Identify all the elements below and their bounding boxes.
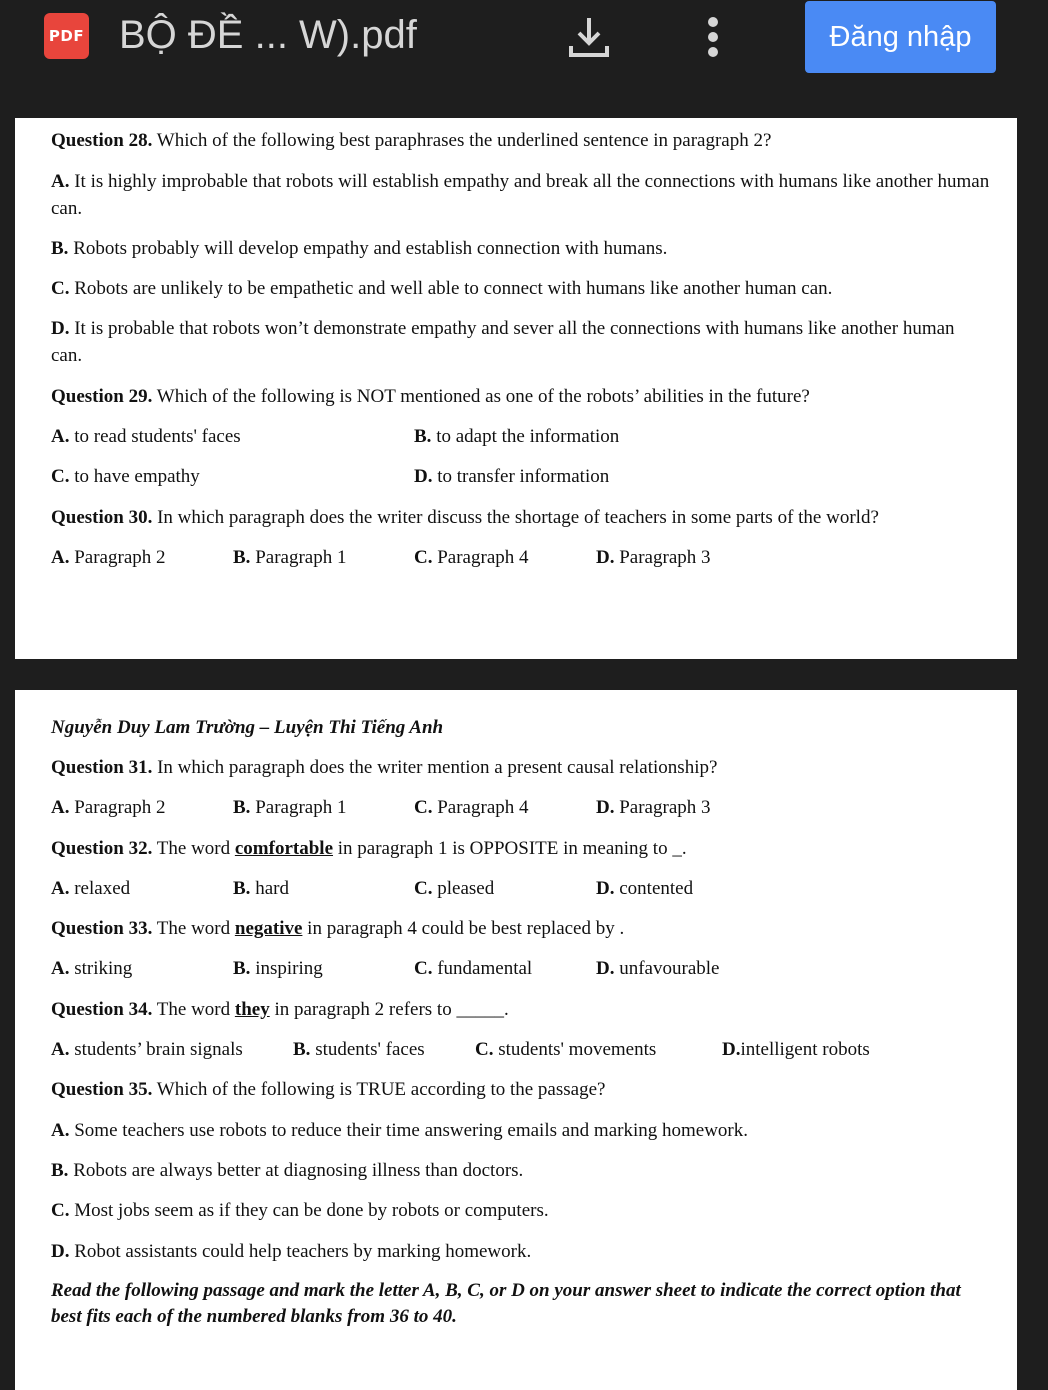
option-text: It is probable that robots won’t demonstrate empathy and sever all the connections with humans like another human can. (51, 318, 955, 366)
q30-option-c (414, 544, 529, 571)
q34-options (51, 1036, 1017, 1063)
q31-option-b (233, 794, 346, 821)
option-text: to read students' faces (74, 426, 241, 447)
q29-options-row-1 (51, 423, 1017, 450)
question-stem: The word (156, 838, 231, 859)
question-stem: in paragraph 2 refers to _____. (274, 999, 509, 1020)
question-32 (51, 835, 991, 862)
login-button[interactable]: Đăng nhập (805, 1, 996, 73)
option-text: students’ brain signals (74, 1039, 243, 1060)
q31-option-d (596, 794, 711, 821)
q32-option-c (414, 875, 494, 902)
q35-option-b (51, 1157, 991, 1184)
option-text: Robots are always better at diagnosing illness than doctors. (73, 1160, 524, 1181)
option-letter: A. (51, 958, 70, 979)
option-letter: C. (475, 1039, 494, 1060)
q29-options-row-2 (51, 463, 1017, 490)
option-letter: D. (596, 958, 615, 979)
option-letter: A. (51, 426, 70, 447)
question-number: Question 30. (51, 507, 153, 528)
question-stem: in paragraph 1 is OPPOSITE in meaning to _. (337, 838, 687, 859)
q32-option-d (596, 875, 693, 902)
q28-option-d (51, 315, 957, 369)
option-letter: B. (233, 878, 251, 899)
question-stem: In which paragraph does the writer discuss the shortage of teachers in some parts of the world? (157, 507, 879, 528)
option-letter: B. (414, 426, 432, 447)
option-letter: A. (51, 1039, 70, 1060)
option-text: Most jobs seem as if they can be done by robots or computers. (74, 1200, 549, 1221)
option-text: to transfer information (437, 466, 610, 487)
question-number: Question 34. (51, 999, 153, 1020)
q28-option-a (51, 168, 991, 222)
option-letter: B. (51, 238, 69, 259)
option-text: Paragraph 4 (437, 797, 529, 818)
question-stem: Which of the following is NOT mentioned as one of the robots’ abilities in the future? (156, 386, 810, 407)
option-text: It is highly improbable that robots will establish empathy and break all the connections with humans like another human can. (51, 171, 990, 219)
q32-option-a (51, 875, 130, 902)
option-text: fundamental (437, 958, 533, 979)
q29-option-a (51, 423, 241, 450)
option-text: students' movements (498, 1039, 657, 1060)
q32-options (51, 875, 1017, 902)
option-letter: D. (51, 1241, 70, 1262)
q30-option-b (233, 544, 346, 571)
question-28 (51, 127, 991, 154)
option-text: Paragraph 1 (255, 797, 347, 818)
question-30 (51, 504, 991, 531)
question-33 (51, 915, 991, 942)
question-stem: In which paragraph does the writer mention a present causal relationship? (157, 757, 718, 778)
q28-option-b (51, 235, 991, 262)
option-text: Paragraph 1 (255, 547, 347, 568)
option-text: Robots are unlikely to be empathetic and well able to connect with humans like another human can. (74, 278, 833, 299)
question-34 (51, 996, 991, 1023)
q30-option-d (596, 544, 711, 571)
option-letter: C. (51, 1200, 70, 1221)
q33-option-a (51, 955, 132, 982)
q31-option-a (51, 794, 166, 821)
option-text: to adapt the information (436, 426, 620, 447)
option-text: striking (74, 958, 133, 979)
question-31 (51, 754, 991, 781)
question-stem: The word (156, 918, 231, 939)
q34-option-a (51, 1036, 243, 1063)
page-header: Nguyễn Duy Lam Trường – Luyện Thi Tiếng Anh (51, 717, 444, 738)
q28-option-c (51, 275, 991, 302)
section-instruction: Read the following passage and mark the letter A, B, C, or D on your answer sheet to indicate the correct option that best fits each of the numbered blanks from 36 to 40. (51, 1280, 961, 1327)
option-text: to have empathy (74, 466, 200, 487)
option-text: hard (255, 878, 289, 899)
option-letter: C. (51, 466, 70, 487)
q31-option-c (414, 794, 529, 821)
q35-option-a (51, 1117, 991, 1144)
q34-option-d (722, 1036, 870, 1063)
question-number: Question 29. (51, 386, 153, 407)
pdf-page-1 (15, 118, 1017, 659)
option-letter: C. (414, 958, 433, 979)
more-options-icon[interactable] (700, 14, 726, 60)
option-text: unfavourable (619, 958, 720, 979)
question-29 (51, 383, 991, 410)
question-stem: Which of the following is TRUE according to the passage? (156, 1079, 606, 1100)
pdf-viewer-toolbar (0, 0, 1048, 118)
option-letter: D. (596, 547, 615, 568)
question-stem: Which of the following best paraphrases the underlined sentence in paragraph 2? (156, 130, 772, 151)
option-text: contented (619, 878, 694, 899)
question-stem: The word (156, 999, 231, 1020)
option-letter: C. (414, 878, 433, 899)
download-icon[interactable] (566, 14, 612, 60)
option-letter: D. (722, 1039, 741, 1060)
option-text: Paragraph 3 (619, 547, 711, 568)
option-letter: C. (51, 278, 70, 299)
option-letter: D. (414, 466, 433, 487)
option-letter: D. (51, 318, 70, 339)
option-text: Paragraph 2 (74, 797, 166, 818)
option-letter: D. (596, 797, 615, 818)
question-number: Question 31. (51, 757, 153, 778)
option-text: Robot assistants could help teachers by marking homework. (74, 1241, 532, 1262)
option-text: pleased (437, 878, 495, 899)
option-text: intelligent robots (740, 1039, 870, 1060)
q32-option-b (233, 875, 289, 902)
question-number: Question 33. (51, 918, 153, 939)
option-letter: A. (51, 547, 70, 568)
option-letter: B. (51, 1160, 69, 1181)
underlined-word: comfortable (234, 838, 334, 859)
option-letter: B. (233, 797, 251, 818)
option-text: students' faces (315, 1039, 425, 1060)
pdf-page-2 (15, 690, 1017, 1390)
question-number: Question 28. (51, 130, 153, 151)
q33-option-d (596, 955, 719, 982)
q34-option-c (475, 1036, 656, 1063)
document-title: BỘ ĐỀ ... W).pdf (119, 13, 417, 57)
q29-option-d (414, 463, 609, 490)
q31-options (51, 794, 1017, 821)
q29-option-c (51, 463, 200, 490)
option-letter: D. (596, 878, 615, 899)
option-text: Paragraph 4 (437, 547, 529, 568)
option-letter: A. (51, 797, 70, 818)
option-letter: C. (414, 547, 433, 568)
q30-option-a (51, 544, 166, 571)
question-number: Question 32. (51, 838, 153, 859)
q35-option-c (51, 1197, 991, 1224)
underlined-word: negative (234, 918, 303, 939)
q35-option-d (51, 1238, 991, 1265)
option-text: Robots probably will develop empathy and establish connection with humans. (73, 238, 668, 259)
option-letter: B. (293, 1039, 311, 1060)
q34-option-b (293, 1036, 425, 1063)
option-text: relaxed (74, 878, 131, 899)
q29-option-b (414, 423, 619, 450)
option-letter: C. (414, 797, 433, 818)
question-stem: in paragraph 4 could be best replaced by . (307, 918, 625, 939)
option-letter: A. (51, 878, 70, 899)
option-text: inspiring (255, 958, 323, 979)
question-number: Question 35. (51, 1079, 153, 1100)
q30-options (51, 544, 1017, 571)
q33-option-c (414, 955, 532, 982)
option-text: Some teachers use robots to reduce their time answering emails and marking homework. (74, 1120, 749, 1141)
option-letter: A. (51, 171, 70, 192)
option-letter: B. (233, 958, 251, 979)
q33-option-b (233, 955, 323, 982)
q33-options (51, 955, 1017, 982)
option-text: Paragraph 2 (74, 547, 166, 568)
question-35 (51, 1076, 991, 1103)
option-text: Paragraph 3 (619, 797, 711, 818)
pdf-file-icon: PDF (44, 13, 89, 59)
option-letter: B. (233, 547, 251, 568)
option-letter: A. (51, 1120, 70, 1141)
underlined-word: they (234, 999, 270, 1020)
